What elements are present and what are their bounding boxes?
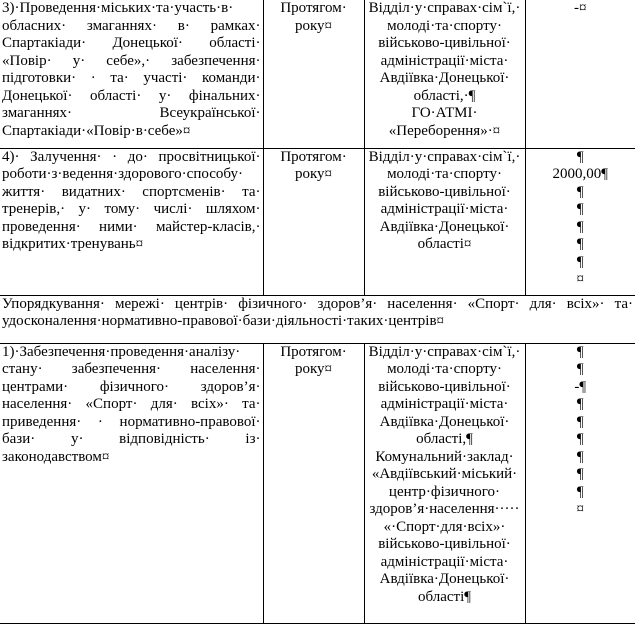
funding-line: ¶ [576, 201, 584, 217]
executor-line: Відділ·у·справах·сім`ї,· [368, 343, 521, 360]
section-heading: Упорядкування· мережі· центрів· фізичного· здоров’я· населення· «Спорт· для· всіх»· та· удосконалення·нормативно-правової·бази·діяльності·таких·центрів¤ [0, 295, 635, 343]
executor-line: Авдіївка·Донецької· [379, 413, 510, 430]
executor-line: молоді·та·спорту· [387, 17, 502, 34]
funding-line: ¶ [576, 483, 584, 500]
table-row [0, 148, 635, 295]
executors-cell [364, 148, 525, 295]
term-cell: Протягом· року¤ [263, 0, 364, 148]
funding-line: -¤ [574, 0, 587, 16]
funding-cell [525, 343, 635, 623]
executor-line: «Переборення»·¤ [388, 122, 501, 139]
executor-line: області¶ [417, 588, 472, 605]
funding-line: ¶ [576, 218, 584, 235]
executor-line: області,·¶ [413, 87, 476, 104]
activity-cell: 3)·Проведення·міських·та·участь·в· обласних· змаганнях· в· рамках· Спартакіади· Донецької· області· «Повір· у· себе»,· забезпечення· підготовки· · та· участі· команди· Донецької· області· у· фінальних· змаганнях· Всеукраїнської· Спартакіади·«Повір·в·себе»¤ [0, 0, 263, 148]
funding-line: ¶ [576, 396, 584, 412]
executor-line: «·Спорт·для·всіх»· [383, 518, 506, 535]
table-row [0, 0, 635, 148]
funding-line: ¶ [576, 343, 584, 360]
funding-line: ¶ [576, 361, 584, 377]
executor-line: Авдіївка·Донецької· [379, 70, 510, 86]
executor-line: військово-цивільної· [378, 183, 511, 200]
executor-line: ГО·АТМІ· [411, 105, 478, 121]
funding-line: ¶ [576, 413, 584, 430]
funding-line: 2000,00¶ [552, 166, 609, 182]
funding-line: ¶ [576, 448, 584, 465]
executor-line: молоді·та·спорту· [387, 166, 502, 182]
executor-line: здоров’я·населення····· [369, 501, 520, 517]
term-cell: Протягом· року¤ [263, 148, 364, 295]
funding-line: ¶ [576, 466, 584, 482]
funding-line: ¶ [576, 148, 584, 165]
executor-line: Комунальний·заклад· [375, 448, 514, 465]
section-heading-row [0, 295, 635, 343]
executor-line: центр·фізичного· [388, 483, 501, 500]
funding-line: ¶ [576, 253, 584, 270]
activity-cell: 4)· Залучення· · до· просвітницької· роботи·з·ведення·здорового·способу· життя· видатних· спортсменів· та· тренерів,· у· тому· числі· шляхом· проведення· ними· майстер-класів,· відкритих·тренувань¤ [0, 148, 263, 295]
funding-line: -¶ [574, 378, 587, 395]
executor-line: Відділ·у·справах·сім`ї,· [368, 0, 521, 16]
executor-line: адміністрації·міста· [380, 396, 509, 412]
executor-line: адміністрації·міста· [380, 201, 509, 217]
executor-line: адміністрації·міста· [380, 52, 509, 69]
executor-line: військово-цивільної· [378, 378, 511, 395]
funding-cell [525, 148, 635, 295]
funding-line: ¶ [576, 431, 584, 447]
table-row [0, 343, 635, 623]
executor-line: адміністрації·міста· [380, 553, 509, 570]
executor-line: молоді·та·спорту· [387, 361, 502, 377]
term-cell: Протягом· року¤ [263, 343, 364, 623]
executor-line: Авдіївка·Донецької· [379, 571, 510, 587]
funding-line: ¶ [576, 183, 584, 200]
executor-line: Відділ·у·справах·сім`ї,· [368, 148, 521, 165]
executor-line: Авдіївка·Донецької· [379, 218, 510, 235]
funding-line: ¤ [576, 501, 584, 517]
executors-cell [364, 343, 525, 623]
executor-line: військово-цивільної· [378, 35, 511, 51]
funding-line: ¤ [576, 271, 584, 287]
executor-line: області,¶ [416, 431, 473, 447]
funding-cell [525, 0, 635, 148]
funding-line: ¶ [576, 236, 584, 252]
executor-line: військово-цивільної· [378, 536, 511, 552]
activity-cell: 1)·Забезпечення·проведення·аналізу· стану· забезпечення· населення· центрами· фізичного· здоров’я· населення· «Спорт· для· всіх»· та· приведення· · нормативно-правової· бази· у· відповідність· із· законодавством¤ [0, 343, 263, 623]
executors-cell [364, 0, 525, 148]
executor-line: «Авдіївський·міський· [371, 466, 518, 482]
executor-line: області¤ [417, 236, 472, 252]
